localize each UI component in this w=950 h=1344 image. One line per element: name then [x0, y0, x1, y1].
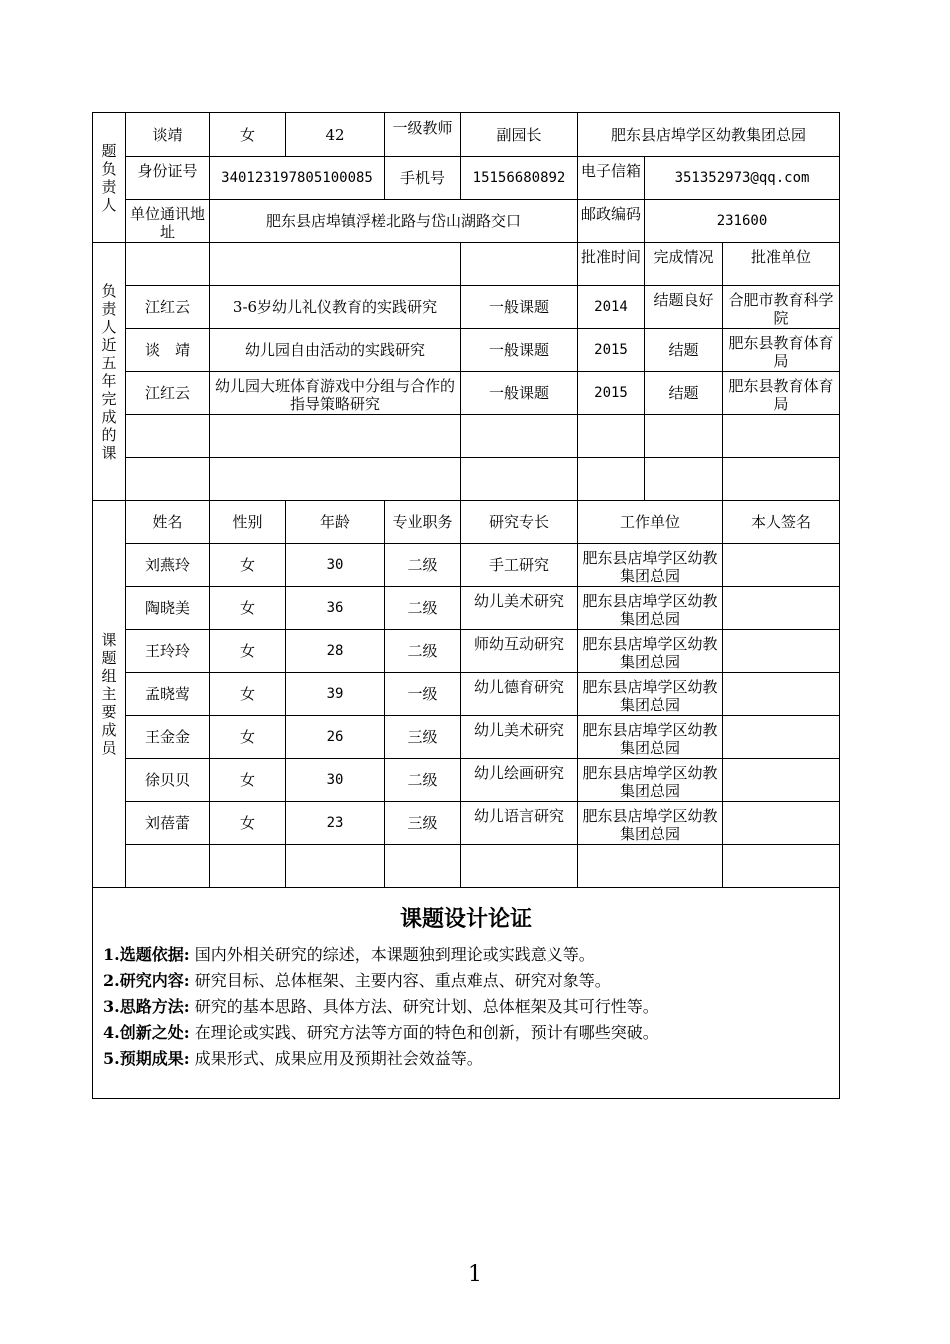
- member-row: [93, 716, 840, 759]
- member-gender: 女: [210, 587, 286, 630]
- email-value: 351352973@qq.com: [645, 157, 840, 200]
- member-row: [93, 673, 840, 716]
- member-age: 28: [286, 630, 385, 673]
- recent-section-label: 负 责 人 近 五 年 完 成 的 课: [93, 243, 126, 501]
- recent-year: 2015: [578, 372, 645, 415]
- leader-gender: 女: [210, 113, 286, 157]
- member-age: 36: [286, 587, 385, 630]
- member-name: 王玲玲: [126, 630, 210, 673]
- member-name: 刘蓓蕾: [126, 802, 210, 845]
- application-form-table: [92, 112, 840, 1099]
- member-unit: 肥东县店埠学区幼教集团总园: [578, 759, 723, 802]
- member-title: 二级: [385, 630, 461, 673]
- members-section-label: 课 题 组 主 要 成 员: [93, 501, 126, 888]
- recent-level: 一般课题: [461, 372, 578, 415]
- recent-level: 一般课题: [461, 286, 578, 329]
- member-specialty: 幼儿绘画研究: [461, 759, 578, 802]
- leader-section-label: 题 负 责 人: [93, 113, 126, 243]
- recent-status: 结题: [645, 329, 723, 372]
- members-header-signature: 本人签名: [723, 501, 840, 544]
- address-value: 肥东县店埠镇浮槎北路与岱山湖路交口: [210, 200, 578, 243]
- design-item-label: 5.预期成果:: [103, 1049, 190, 1068]
- recent-header-level: [461, 243, 578, 286]
- member-signature[interactable]: [723, 802, 840, 845]
- design-title: 课题设计论证: [399, 906, 532, 932]
- member-name: 陶晓美: [126, 587, 210, 630]
- postal-value: 231600: [645, 200, 840, 243]
- member-specialty: 幼儿语言研究: [461, 802, 578, 845]
- design-item: [93, 1046, 839, 1072]
- members-header-age: 年龄: [286, 501, 385, 544]
- member-row: [93, 802, 840, 845]
- design-item-text: 国内外相关研究的综述，本课题独到理论或实践意义等。: [194, 945, 595, 964]
- members-header-gender: 性别: [210, 501, 286, 544]
- members-header-unit: 工作单位: [578, 501, 723, 544]
- recent-year: 2014: [578, 286, 645, 329]
- recent-row: [93, 286, 840, 329]
- leader-unit: 肥东县店埠学区幼教集团总园: [578, 113, 840, 157]
- members-header-title: 专业职务: [385, 501, 461, 544]
- address-label: 单位通讯地址: [126, 200, 210, 243]
- id-label: 身份证号: [126, 157, 210, 200]
- leader-age: 42: [286, 113, 385, 157]
- recent-unit: 肥东县教育体育局: [723, 372, 840, 415]
- member-gender: 女: [210, 716, 286, 759]
- member-title: 二级: [385, 544, 461, 587]
- recent-year: 2015: [578, 329, 645, 372]
- recent-status: 结题良好: [645, 286, 723, 329]
- member-gender: 女: [210, 630, 286, 673]
- recent-person: 江红云: [126, 372, 210, 415]
- members-header-specialty: 研究专长: [461, 501, 578, 544]
- member-gender: 女: [210, 802, 286, 845]
- recent-empty-row: [93, 415, 840, 458]
- member-title: 三级: [385, 716, 461, 759]
- member-specialty: 幼儿美术研究: [461, 716, 578, 759]
- member-name: 孟晓莺: [126, 673, 210, 716]
- recent-empty-row: [93, 458, 840, 501]
- member-unit: 肥东县店埠学区幼教集团总园: [578, 673, 723, 716]
- member-specialty: 幼儿德育研究: [461, 673, 578, 716]
- design-item-text: 在理论或实践、研究方法等方面的特色和创新，预计有哪些突破。: [194, 1023, 659, 1042]
- recent-unit: 肥东县教育体育局: [723, 329, 840, 372]
- member-specialty: 手工研究: [461, 544, 578, 587]
- member-age: 23: [286, 802, 385, 845]
- member-unit: 肥东县店埠学区幼教集团总园: [578, 587, 723, 630]
- member-title: 一级: [385, 673, 461, 716]
- member-gender: 女: [210, 759, 286, 802]
- recent-person: 江红云: [126, 286, 210, 329]
- member-signature[interactable]: [723, 587, 840, 630]
- recent-status: 结题: [645, 372, 723, 415]
- member-title: 二级: [385, 587, 461, 630]
- member-unit: 肥东县店埠学区幼教集团总园: [578, 630, 723, 673]
- member-age: 26: [286, 716, 385, 759]
- design-item: [93, 942, 839, 968]
- leader-name: 谈靖: [126, 113, 210, 157]
- design-item-label: 3.思路方法:: [103, 997, 190, 1016]
- recent-person: 谈 靖: [126, 329, 210, 372]
- member-title: 二级: [385, 759, 461, 802]
- recent-unit: 合肥市教育科学院: [723, 286, 840, 329]
- design-item-label: 1.选题依据:: [103, 945, 190, 964]
- recent-header-status: 完成情况: [645, 243, 723, 286]
- member-gender: 女: [210, 673, 286, 716]
- phone-label: 手机号: [385, 157, 461, 200]
- member-title: 三级: [385, 802, 461, 845]
- design-item-text: 成果形式、成果应用及预期社会效益等。: [194, 1049, 483, 1068]
- design-item-label: 2.研究内容:: [103, 971, 190, 990]
- recent-title: 幼儿园大班体育游戏中分组与合作的指导策略研究: [210, 372, 461, 415]
- member-signature[interactable]: [723, 544, 840, 587]
- member-age: 30: [286, 759, 385, 802]
- member-name: 刘燕玲: [126, 544, 210, 587]
- design-item-text: 研究的基本思路、具体方法、研究计划、总体框架及其可行性等。: [194, 997, 659, 1016]
- postal-label: 邮政编码: [578, 200, 645, 243]
- member-signature[interactable]: [723, 630, 840, 673]
- member-unit: 肥东县店埠学区幼教集团总园: [578, 802, 723, 845]
- recent-title: 3-6岁幼儿礼仪教育的实践研究: [210, 286, 461, 329]
- design-item-label: 4.创新之处:: [103, 1023, 190, 1042]
- design-section: [93, 888, 840, 1099]
- design-item: [93, 968, 839, 994]
- design-item: [93, 1020, 839, 1046]
- member-row: [93, 759, 840, 802]
- page-number: 1: [468, 1262, 482, 1287]
- member-specialty: 师幼互动研究: [461, 630, 578, 673]
- members-header-name: 姓名: [126, 501, 210, 544]
- member-name: 王金金: [126, 716, 210, 759]
- member-gender: 女: [210, 544, 286, 587]
- recent-level: 一般课题: [461, 329, 578, 372]
- member-unit: 肥东县店埠学区幼教集团总园: [578, 544, 723, 587]
- member-specialty: 幼儿美术研究: [461, 587, 578, 630]
- leader-position: 副园长: [461, 113, 578, 157]
- member-age: 39: [286, 673, 385, 716]
- member-row: [93, 544, 840, 587]
- member-unit: 肥东县店埠学区幼教集团总园: [578, 716, 723, 759]
- recent-header-person: [126, 243, 210, 286]
- member-row: [93, 587, 840, 630]
- member-signature[interactable]: [723, 716, 840, 759]
- design-item-text: 研究目标、总体框架、主要内容、重点难点、研究对象等。: [194, 971, 611, 990]
- email-label: 电子信箱: [578, 157, 645, 200]
- recent-row: [93, 329, 840, 372]
- leader-title: 一级教师: [385, 113, 461, 157]
- member-age: 30: [286, 544, 385, 587]
- member-name: 徐贝贝: [126, 759, 210, 802]
- id-value: 340123197805100085: [210, 157, 385, 200]
- recent-title: 幼儿园自由活动的实践研究: [210, 329, 461, 372]
- member-signature[interactable]: [723, 759, 840, 802]
- phone-value: 15156680892: [461, 157, 578, 200]
- member-empty-row: [93, 845, 840, 888]
- design-item: [93, 994, 839, 1020]
- recent-header-unit: 批准单位: [723, 243, 840, 286]
- recent-header-title: [210, 243, 461, 286]
- recent-header-time: 批准时间: [578, 243, 645, 286]
- member-signature[interactable]: [723, 673, 840, 716]
- member-row: [93, 630, 840, 673]
- recent-row: [93, 372, 840, 415]
